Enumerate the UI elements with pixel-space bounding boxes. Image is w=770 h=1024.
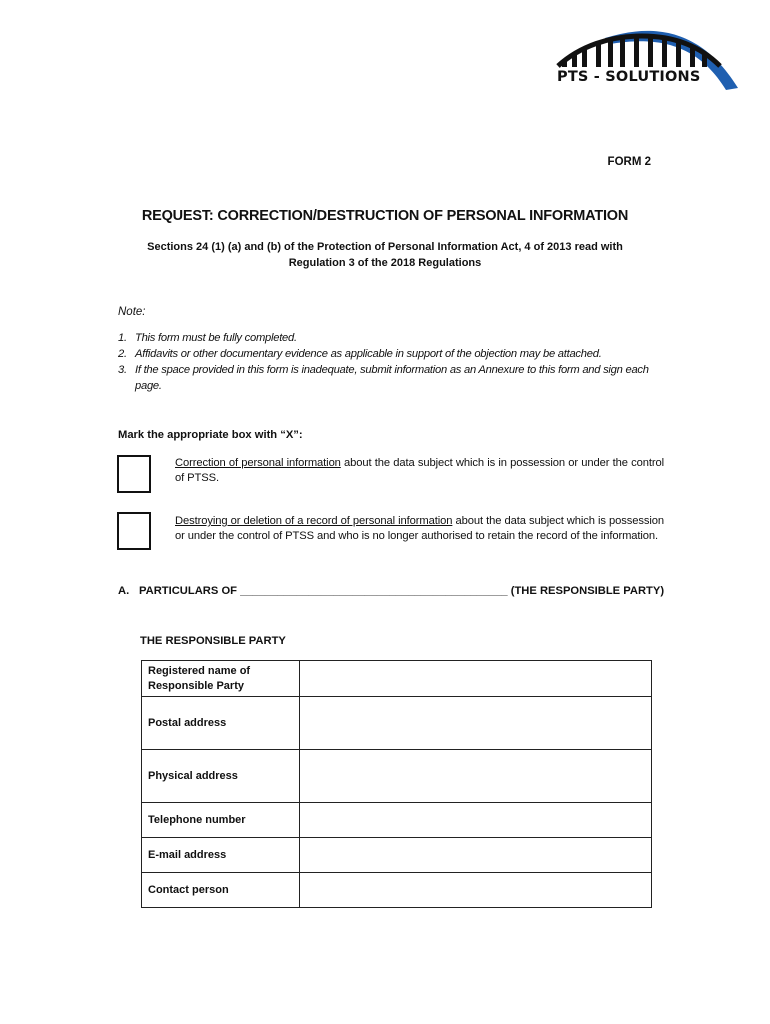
note-number: 2. bbox=[118, 348, 127, 360]
row-label-contact-person: Contact person bbox=[142, 873, 300, 908]
table-row bbox=[142, 873, 652, 908]
row-label-postal-address: Postal address bbox=[142, 697, 300, 750]
table-row bbox=[142, 697, 652, 750]
form-number: FORM 2 bbox=[607, 156, 651, 168]
section-a-heading bbox=[118, 585, 678, 597]
row-label-registered-name: Registered name of Responsible Party bbox=[142, 661, 300, 697]
postal-address-field[interactable] bbox=[300, 697, 652, 750]
note-number: 1. bbox=[118, 332, 127, 344]
note-text: This form must be fully completed. bbox=[135, 332, 297, 344]
note-item bbox=[118, 330, 663, 346]
logo-text: PTS - SOLUTIONS bbox=[557, 69, 701, 85]
table-row bbox=[142, 838, 652, 873]
telephone-field[interactable] bbox=[300, 803, 652, 838]
correction-option-text bbox=[175, 456, 664, 486]
destruction-option-text bbox=[175, 514, 664, 544]
section-letter: A. bbox=[118, 585, 130, 597]
destruction-checkbox[interactable] bbox=[117, 512, 151, 550]
row-label-telephone: Telephone number bbox=[142, 803, 300, 838]
correction-option-description: about the data subject which is in possession or under the control of PTSS. bbox=[175, 457, 664, 484]
subtitle bbox=[100, 239, 670, 271]
page-title: REQUEST: CORRECTION/DESTRUCTION OF PERSONAL INFORMATION bbox=[141, 208, 629, 224]
contact-person-field[interactable] bbox=[300, 873, 652, 908]
subtitle-line-1: Sections 24 (1) (a) and (b) of the Protection of Personal Information Act, 4 of 2013 read with bbox=[147, 241, 623, 253]
mark-instruction: Mark the appropriate box with “X”: bbox=[118, 429, 303, 441]
registered-name-field[interactable] bbox=[300, 661, 652, 697]
note-list bbox=[118, 330, 663, 394]
table-row bbox=[142, 803, 652, 838]
subtitle-line-2: Regulation 3 of the 2018 Regulations bbox=[288, 257, 482, 269]
note-text: Affidavits or other documentary evidence as applicable in support of the objection may be attached. bbox=[135, 348, 602, 360]
destruction-option-description: about the data subject which is possession or under the control of PTSS and who is no longer authorised to retain the record of the information. bbox=[175, 515, 664, 542]
note-number: 3. bbox=[118, 364, 127, 376]
responsible-party-heading: THE RESPONSIBLE PARTY bbox=[140, 635, 286, 647]
company-logo bbox=[550, 22, 740, 96]
row-label-email: E-mail address bbox=[142, 838, 300, 873]
destruction-option-title: Destroying or deletion of a record of personal information bbox=[175, 515, 453, 527]
table-row bbox=[142, 661, 652, 697]
correction-option-title: Correction of personal information bbox=[175, 457, 341, 469]
responsible-party-table bbox=[141, 660, 652, 908]
table-row bbox=[142, 750, 652, 803]
note-text: If the space provided in this form is inadequate, submit information as an Annexure to this form and sign each page. bbox=[135, 364, 649, 392]
section-a-text: PARTICULARS OF ___________________________________________ (THE RESPONSIBLE PARTY) bbox=[139, 585, 665, 597]
email-field[interactable] bbox=[300, 838, 652, 873]
physical-address-field[interactable] bbox=[300, 750, 652, 803]
note-item bbox=[118, 346, 663, 362]
row-label-physical-address: Physical address bbox=[142, 750, 300, 803]
note-label: Note: bbox=[118, 306, 146, 318]
correction-checkbox[interactable] bbox=[117, 455, 151, 493]
note-item bbox=[118, 362, 663, 394]
